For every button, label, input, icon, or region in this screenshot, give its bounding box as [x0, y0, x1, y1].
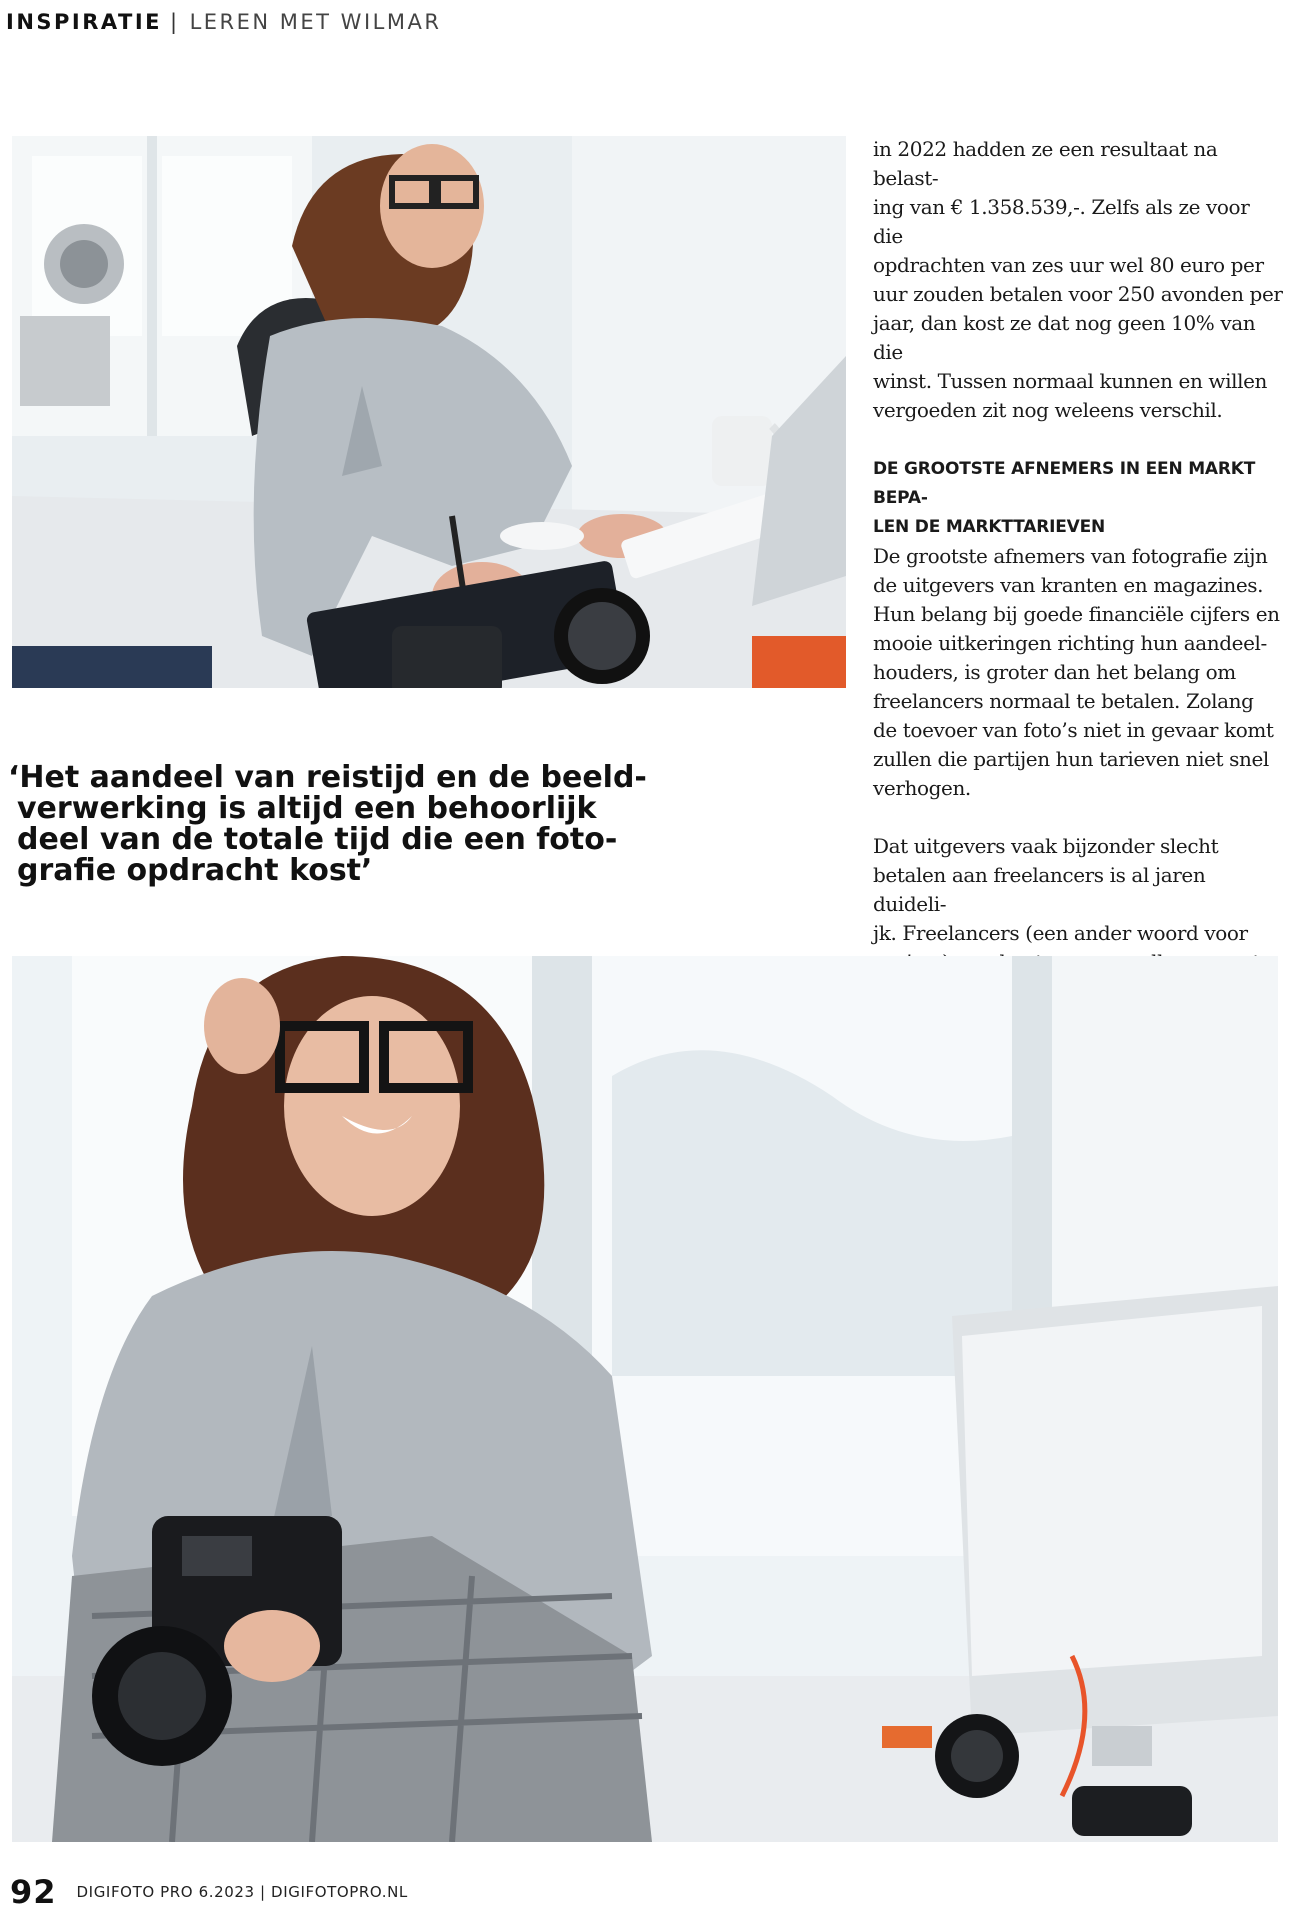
page-footer [10, 1874, 408, 1910]
subsection-label: LEREN MET WILMAR [189, 10, 442, 34]
pull-quote-line: deel van de totale tijd die een foto- [17, 822, 618, 857]
article-subheading: DE GROOTSTE AFNEMERS IN EEN MARKT BEPA- LEN DE MARKTTARIEVEN [873, 459, 1256, 537]
running-header [6, 8, 441, 36]
pull-quote-line: grafie opdracht kost’ [17, 853, 373, 888]
pull-quote-line: verwerking is altijd een behoorlijk [17, 791, 597, 826]
section-label: INSPIRATIE [6, 10, 162, 34]
article-column [873, 135, 1283, 1035]
header-separator: | [170, 10, 180, 34]
article-paragraph: Dat uitgevers vaak bijzonder slecht betalen aan freelancers is al jaren duideli- jk. Freelancers (een ander woord voor [873, 834, 1248, 945]
pull-quote-line: ‘Het aandeel van reistijd en de beeld- [8, 760, 647, 795]
photo-woman-with-camera [12, 956, 1278, 1842]
page-number: 92 [10, 1873, 57, 1911]
article-paragraph: in 2022 hadden ze een resultaat na belast- ing van € 1.358.539,-. Zelfs als ze voor die opdrachten van zes uur wel 80 euro per uur zouden betalen voor 250 avonden per jaar, dan kost ze dat nog geen 10% van die winst. Tussen normaal kunnen en willen vergoeden zit nog weleens verschil. [873, 137, 1283, 422]
article-paragraph: De grootste afnemers van fotografie zijn de uitgevers van kranten en magazines. Hun belang bij goede financiële cijfers en mooie uitkeringen richting hun aandeel- houders, is groter dan het belang om freelancers normaal te betalen. Zolang de toevoer van foto’s niet in gevaar komt zullen die partijen hun tarieven niet snel verhogen. [873, 544, 1280, 800]
magazine-info: DIGIFOTO PRO 6.2023 | DIGIFOTOPRO.NL [76, 1883, 408, 1901]
pull-quote [8, 762, 648, 886]
photo-woman-at-desk [12, 136, 846, 688]
